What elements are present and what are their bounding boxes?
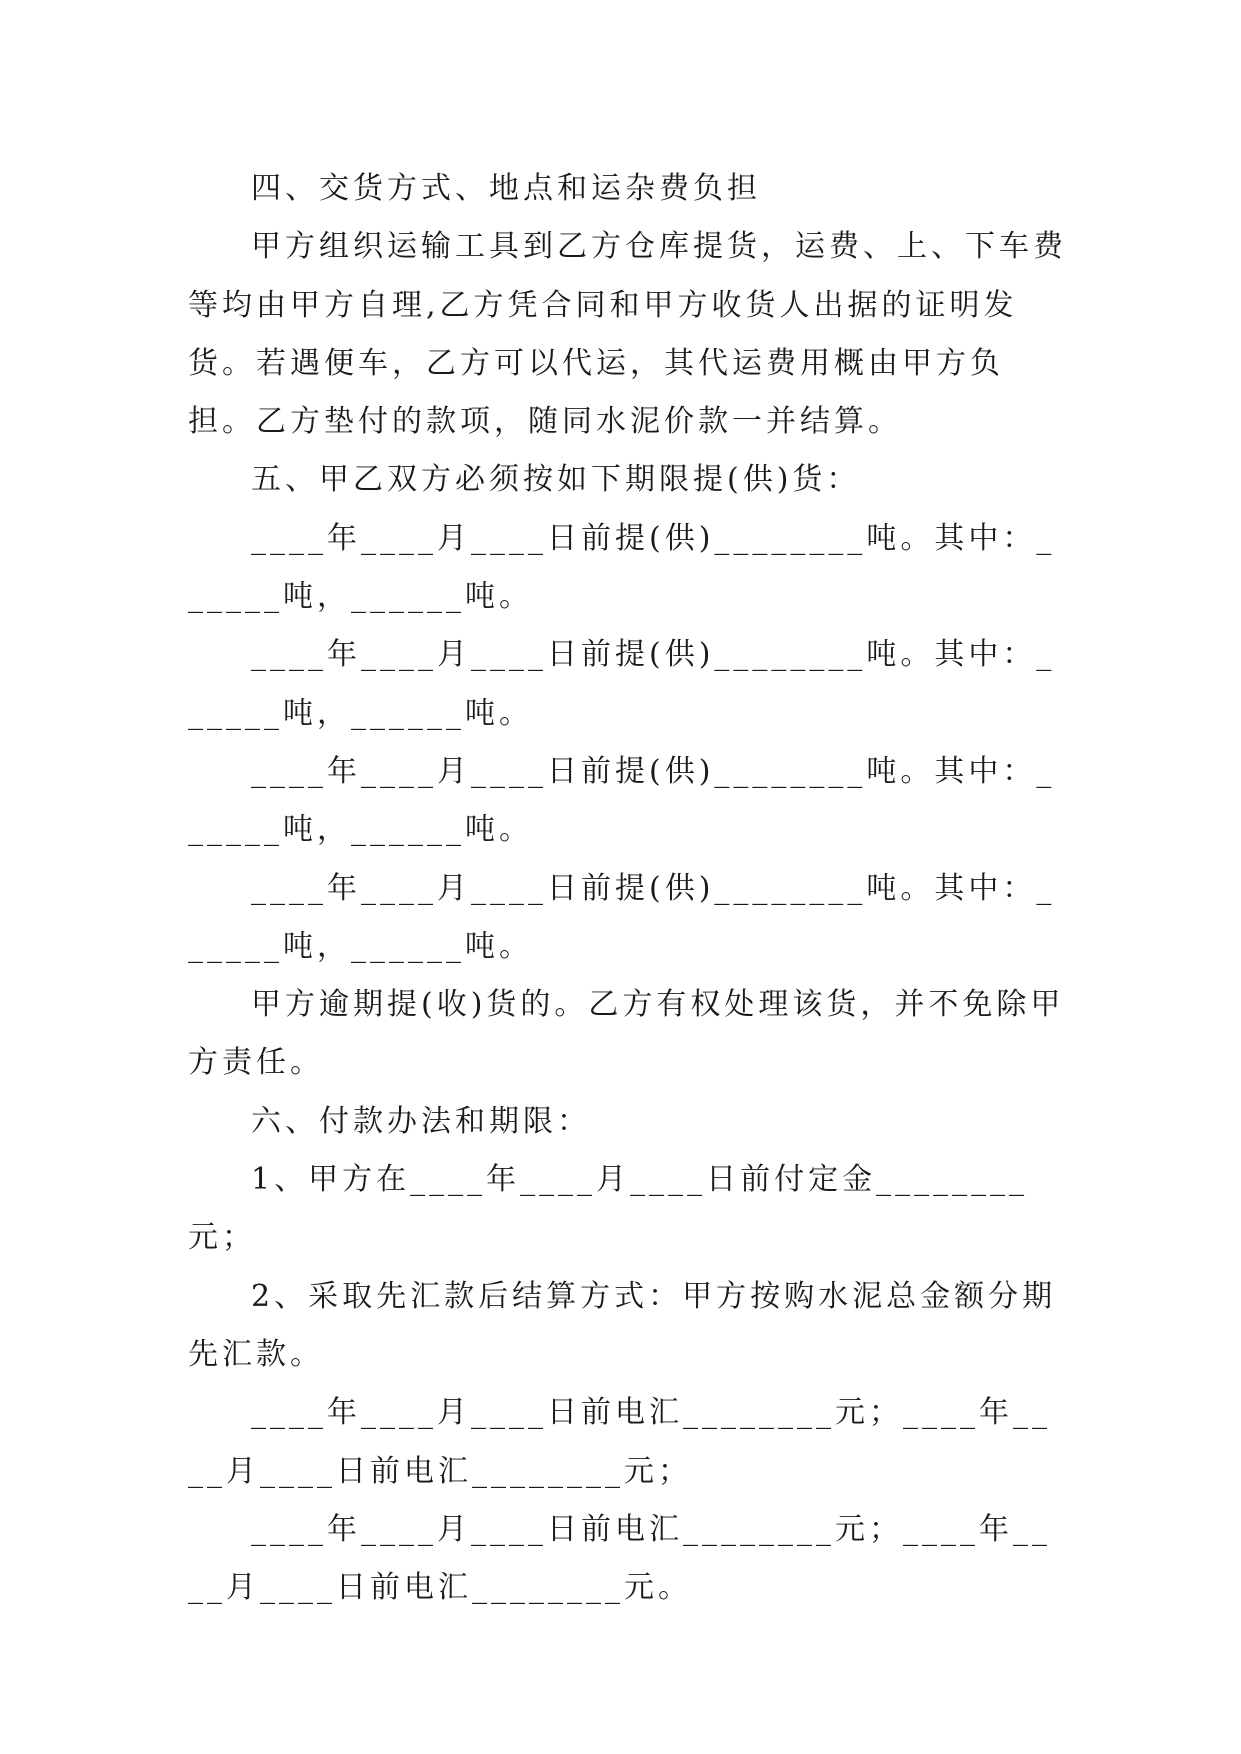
delivery-schedule-line-1: ____年____月____日前提(供)________吨。其中：______吨，______吨。 bbox=[188, 520, 1056, 615]
section-six-heading: 六、付款办法和期限： bbox=[251, 1103, 591, 1139]
delivery-schedule-line-2: ____年____月____日前提(供)________吨。其中：______吨，______吨。 bbox=[188, 637, 1056, 731]
wire-schedule-line-1: ____年____月____日前电汇________元；____年____月____日前电汇________元； bbox=[188, 1395, 1051, 1489]
delivery-terms-paragraph: 甲方组织运输工具到乙方仓库提货，运费、上、下车费等均由甲方自理,乙方凭合同和甲方收货人出据的证明发货。若遇便车，乙方可以代运，其代运费用概由甲方负担。乙方垫付的款项，随同水泥价款一并结算。 bbox=[188, 229, 1067, 440]
deposit-clause: 1、甲方在____年____月____日前付定金________元； bbox=[188, 1162, 1029, 1256]
late-pickup-paragraph: 甲方逾期提(收)货的。乙方有权处理该货，并不免除甲方责任。 bbox=[188, 987, 1065, 1081]
section-four-heading: 四、交货方式、地点和运杂费负担 bbox=[251, 171, 761, 206]
delivery-schedule-line-4: ____年____月____日前提(供)________吨。其中：______吨，______吨。 bbox=[188, 870, 1056, 964]
section-five-heading: 五、甲乙双方必须按如下期限提(供)货： bbox=[251, 462, 861, 498]
prepayment-clause: 2、采取先汇款后结算方式：甲方按购水泥总金额分期先汇款。 bbox=[188, 1278, 1057, 1372]
wire-schedule-line-2: ____年____月____日前电汇________元；____年____月____日前电汇________元。 bbox=[188, 1511, 1051, 1606]
delivery-schedule-line-3: ____年____月____日前提(供)________吨。其中：______吨，______吨。 bbox=[188, 753, 1056, 848]
document-body bbox=[188, 160, 1068, 1617]
